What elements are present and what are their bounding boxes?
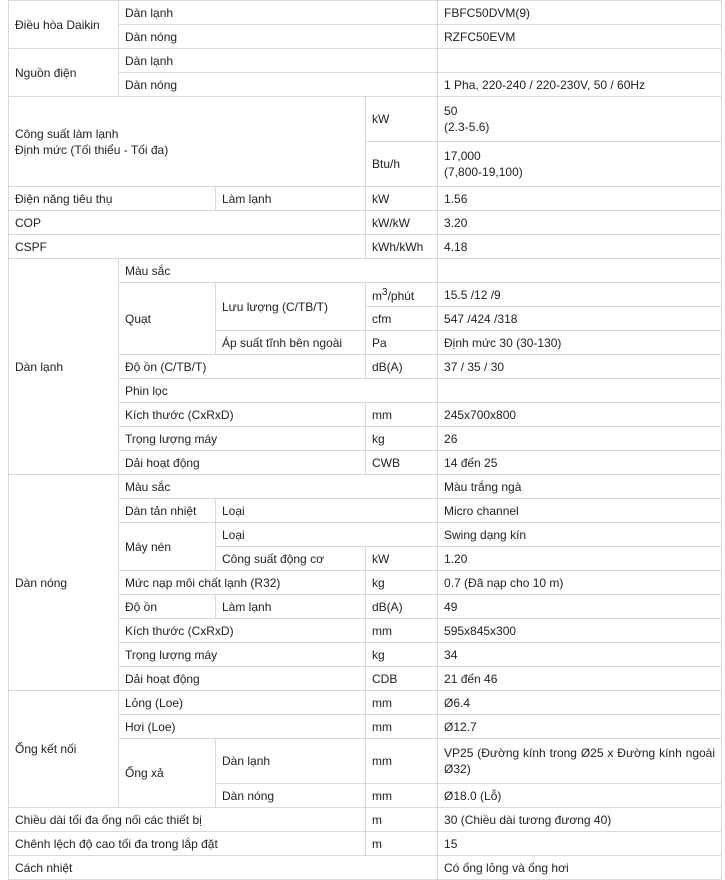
capacity-label — [9, 97, 366, 187]
value: 4.18 — [438, 235, 722, 259]
unit: m — [366, 832, 438, 856]
cell: Máy nén — [119, 523, 216, 571]
cell: Dàn lạnh — [119, 49, 438, 73]
cell: Cách nhiệt — [9, 856, 438, 880]
text-line: Định mức (Tối thiểu - Tối đa) — [15, 142, 169, 157]
value: Ø18.0 (Lỗ) — [438, 784, 722, 808]
unit: mm — [366, 403, 438, 427]
value: Định mức 30 (30-130) — [438, 331, 722, 355]
value: Micro channel — [438, 499, 722, 523]
model-label: Điều hòa Daikin — [9, 1, 119, 49]
cell: Trọng lượng máy — [119, 643, 366, 667]
unit: mm — [366, 715, 438, 739]
cell: Kích thước (CxRxD) — [119, 619, 366, 643]
cell: Kích thước (CxRxD) — [119, 403, 366, 427]
cell — [438, 49, 722, 73]
unit: mm — [366, 619, 438, 643]
table-row — [9, 1, 722, 25]
value: 49 — [438, 595, 722, 619]
cell: Dàn tản nhiệt — [119, 499, 216, 523]
value — [438, 97, 722, 142]
unit: kg — [366, 643, 438, 667]
value: 3.20 — [438, 211, 722, 235]
value: Màu trắng ngà — [438, 475, 722, 499]
unit-text: m — [372, 289, 382, 303]
table-row — [9, 235, 722, 259]
cell: Chênh lệch độ cao tối đa trong lắp đặt — [9, 832, 366, 856]
unit: kW — [366, 97, 438, 142]
table-row — [9, 832, 722, 856]
unit: kg — [366, 571, 438, 595]
cell: Độ ồn — [119, 595, 216, 619]
text-line: Công suất làm lạnh — [15, 126, 119, 141]
cell: Độ ồn (C/TB/T) — [119, 355, 366, 379]
cell: Dàn lạnh — [216, 739, 366, 784]
cell: Dàn nóng — [119, 25, 438, 49]
cell: Công suất động cơ — [216, 547, 366, 571]
cell: Dải hoạt động — [119, 451, 366, 475]
power-label: Nguồn điện — [9, 49, 119, 97]
unit: mm — [366, 784, 438, 808]
value: 1.56 — [438, 187, 722, 211]
cell: Trọng lượng máy — [119, 427, 366, 451]
indoor-section-label: Dàn lạnh — [9, 259, 119, 475]
cell: Dàn lạnh — [119, 1, 438, 25]
value: 21 đến 46 — [438, 667, 722, 691]
cell: Dàn nóng — [216, 784, 366, 808]
table-row — [9, 856, 722, 880]
value: 37 / 35 / 30 — [438, 355, 722, 379]
unit: kg — [366, 427, 438, 451]
cell: Màu sắc — [119, 259, 438, 283]
outdoor-model: RZFC50EVM — [438, 25, 722, 49]
text-line: 50 — [444, 104, 458, 118]
cell: CSPF — [9, 235, 366, 259]
text-line: (2.3-5.6) — [444, 120, 490, 134]
unit-superscript: 3 — [382, 287, 388, 298]
table-row — [9, 808, 722, 832]
indoor-model: FBFC50DVM(9) — [438, 1, 722, 25]
cell: Làm lạnh — [216, 595, 366, 619]
spec-table — [8, 0, 722, 880]
value: 245x700x800 — [438, 403, 722, 427]
value: 14 đến 25 — [438, 451, 722, 475]
value: 547 /424 /318 — [438, 307, 722, 331]
cell: Lưu lượng (C/TB/T) — [216, 283, 366, 331]
value: 595x845x300 — [438, 619, 722, 643]
unit: kW — [366, 187, 438, 211]
cell: Phin lọc — [119, 379, 438, 403]
unit: mm — [366, 739, 438, 784]
unit-text: /phút — [387, 289, 415, 303]
unit: dB(A) — [366, 355, 438, 379]
unit: Btu/h — [366, 142, 438, 187]
cell: Loại — [216, 523, 438, 547]
cell: Hơi (Loe) — [119, 715, 366, 739]
table-row — [9, 49, 722, 73]
cell: Chiều dài tối đa ống nối các thiết bị — [9, 808, 366, 832]
cell: Mức nạp môi chất lạnh (R32) — [119, 571, 366, 595]
cell: Màu sắc — [119, 475, 438, 499]
table-row — [9, 691, 722, 715]
table-row — [9, 475, 722, 499]
outdoor-section-label: Dàn nóng — [9, 475, 119, 691]
text-line: 17,000 — [444, 149, 481, 163]
value: 30 (Chiều dài tương đương 40) — [438, 808, 722, 832]
cell: Dàn nóng — [119, 73, 438, 97]
power-value: 1 Pha, 220-240 / 220-230V, 50 / 60Hz — [438, 73, 722, 97]
value: Ø6.4 — [438, 691, 722, 715]
cell: Điện năng tiêu thụ — [9, 187, 216, 211]
unit: m — [366, 808, 438, 832]
table-row — [9, 97, 722, 142]
pipe-section-label: Ống kết nối — [9, 691, 119, 808]
cell: Ống xả — [119, 739, 216, 808]
value: Ø12.7 — [438, 715, 722, 739]
table-row — [9, 211, 722, 235]
value: 0.7 (Đã nạp cho 10 m) — [438, 571, 722, 595]
value — [438, 142, 722, 187]
cell: Lỏng (Loe) — [119, 691, 366, 715]
unit: CWB — [366, 451, 438, 475]
unit: kWh/kWh — [366, 235, 438, 259]
value — [438, 259, 722, 283]
cell: Quạt — [119, 283, 216, 355]
value: 26 — [438, 427, 722, 451]
unit: kW — [366, 547, 438, 571]
value: Swing dạng kín — [438, 523, 722, 547]
unit: Pa — [366, 331, 438, 355]
table-row — [9, 187, 722, 211]
value: VP25 (Đường kính trong Ø25 x Đường kính ngoài Ø32) — [438, 739, 722, 784]
unit: cfm — [366, 307, 438, 331]
cell: Áp suất tĩnh bên ngoài — [216, 331, 366, 355]
unit: dB(A) — [366, 595, 438, 619]
unit: mm — [366, 691, 438, 715]
unit: kW/kW — [366, 211, 438, 235]
value — [438, 379, 722, 403]
cell: Dải hoạt động — [119, 667, 366, 691]
value: 15 — [438, 832, 722, 856]
table-row — [9, 259, 722, 283]
value: 1.20 — [438, 547, 722, 571]
unit — [366, 283, 438, 307]
value: 15.5 /12 /9 — [438, 283, 722, 307]
value: 34 — [438, 643, 722, 667]
unit: CDB — [366, 667, 438, 691]
value: Có ống lỏng và ống hơi — [438, 856, 722, 880]
cell: COP — [9, 211, 366, 235]
cell: Loại — [216, 499, 438, 523]
text-line: (7,800-19,100) — [444, 165, 523, 179]
cell: Làm lạnh — [216, 187, 366, 211]
